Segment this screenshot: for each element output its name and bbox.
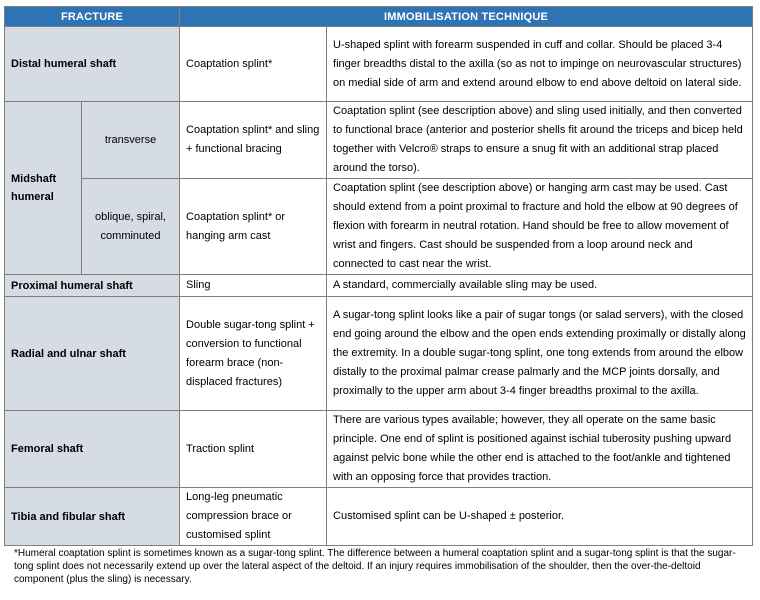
fracture-label: Radial and ulnar shaft bbox=[5, 297, 180, 411]
table-row-tibia-fibular bbox=[5, 488, 753, 546]
table-row-midshaft-oblique bbox=[5, 179, 753, 275]
fracture-immobilisation-table bbox=[4, 6, 753, 546]
description-cell: A standard, commercially available sling may be used. bbox=[327, 275, 753, 297]
subtype-label: oblique, spiral, comminuted bbox=[82, 179, 180, 275]
description-cell: U-shaped splint with forearm suspended in cuff and collar. Should be placed 3-4 finger breadths distal to the axilla (so as not to impinge on neurovascular structures) on medial side of arm and extend around elbow to end above deltoid on lateral side. bbox=[327, 27, 753, 102]
fracture-label: Proximal humeral shaft bbox=[5, 275, 180, 297]
description-cell: Coaptation splint (see description above) and sling used initially, and then converted to functional brace (anterior and posterior shells fit around the triceps and bicep held together with Velcro® straps to ensure a snug fit with an additional strap placed around the torso). bbox=[327, 102, 753, 179]
table-row-distal bbox=[5, 27, 753, 102]
table-row-proximal bbox=[5, 275, 753, 297]
technique-cell: Traction splint bbox=[180, 411, 327, 488]
technique-cell: Long-leg pneumatic compression brace or customised splint bbox=[180, 488, 327, 546]
technique-cell: Coaptation splint* and sling + functional bracing bbox=[180, 102, 327, 179]
technique-cell: Coaptation splint* or hanging arm cast bbox=[180, 179, 327, 275]
description-cell: There are various types available; however, they all operate on the same basic principle. One end of splint is positioned against ischial tuberosity pushing upward against pelvic bone while the other end is attached to the foot/ankle and tightened with an opposing force that provides traction. bbox=[327, 411, 753, 488]
fracture-label: Tibia and fibular shaft bbox=[5, 488, 180, 546]
header-immobilisation-technique: IMMOBILISATION TECHNIQUE bbox=[180, 7, 753, 27]
table-row-femoral bbox=[5, 411, 753, 488]
fracture-label: Distal humeral shaft bbox=[5, 27, 180, 102]
description-cell: Customised splint can be U-shaped ± posterior. bbox=[327, 488, 753, 546]
footnote: *Humeral coaptation splint is sometimes known as a sugar-tong splint. The difference between a humeral coaptation splint and a sugar-tong splint is that the sugar-tong splint does not necessarily extend up over the lateral aspect of the deltoid. If an injury requires immobilisation of the shoulder, then the over-the-deltoid component (plus the sling) is necessary. bbox=[14, 548, 736, 585]
table-header-row bbox=[5, 7, 753, 27]
description-cell: Coaptation splint (see description above) or hanging arm cast may be used. Cast should extend from a point proximal to fracture and hold the elbow at 90 degrees of flexion with forearm in neutral rotation. Hand should be free to allow movement of wrist and fingers. Cast should be suspended from a loop around neck and connected to cast near the wrist. bbox=[327, 179, 753, 275]
fracture-label: Midshaft humeral bbox=[5, 102, 82, 275]
header-fracture: FRACTURE bbox=[5, 7, 180, 27]
description-cell: A sugar-tong splint looks like a pair of sugar tongs (or salad servers), with the closed end going around the elbow and the open ends extending proximally or distally along the extremity. In a double sugar-tong splint, one tong extends from around the elbow distally to the proximal palmar crease palmarly and the MCP joints dorsally, and proximally to the upper arm about 3-4 finger breadths proximal to the axilla. bbox=[327, 297, 753, 411]
technique-cell: Double sugar-tong splint + conversion to functional forearm brace (non-displaced fractures) bbox=[180, 297, 327, 411]
fracture-label: Femoral shaft bbox=[5, 411, 180, 488]
table-row-midshaft-transverse bbox=[5, 102, 753, 179]
technique-cell: Coaptation splint* bbox=[180, 27, 327, 102]
technique-cell: Sling bbox=[180, 275, 327, 297]
table-row-radial-ulnar bbox=[5, 297, 753, 411]
subtype-label: transverse bbox=[82, 102, 180, 179]
